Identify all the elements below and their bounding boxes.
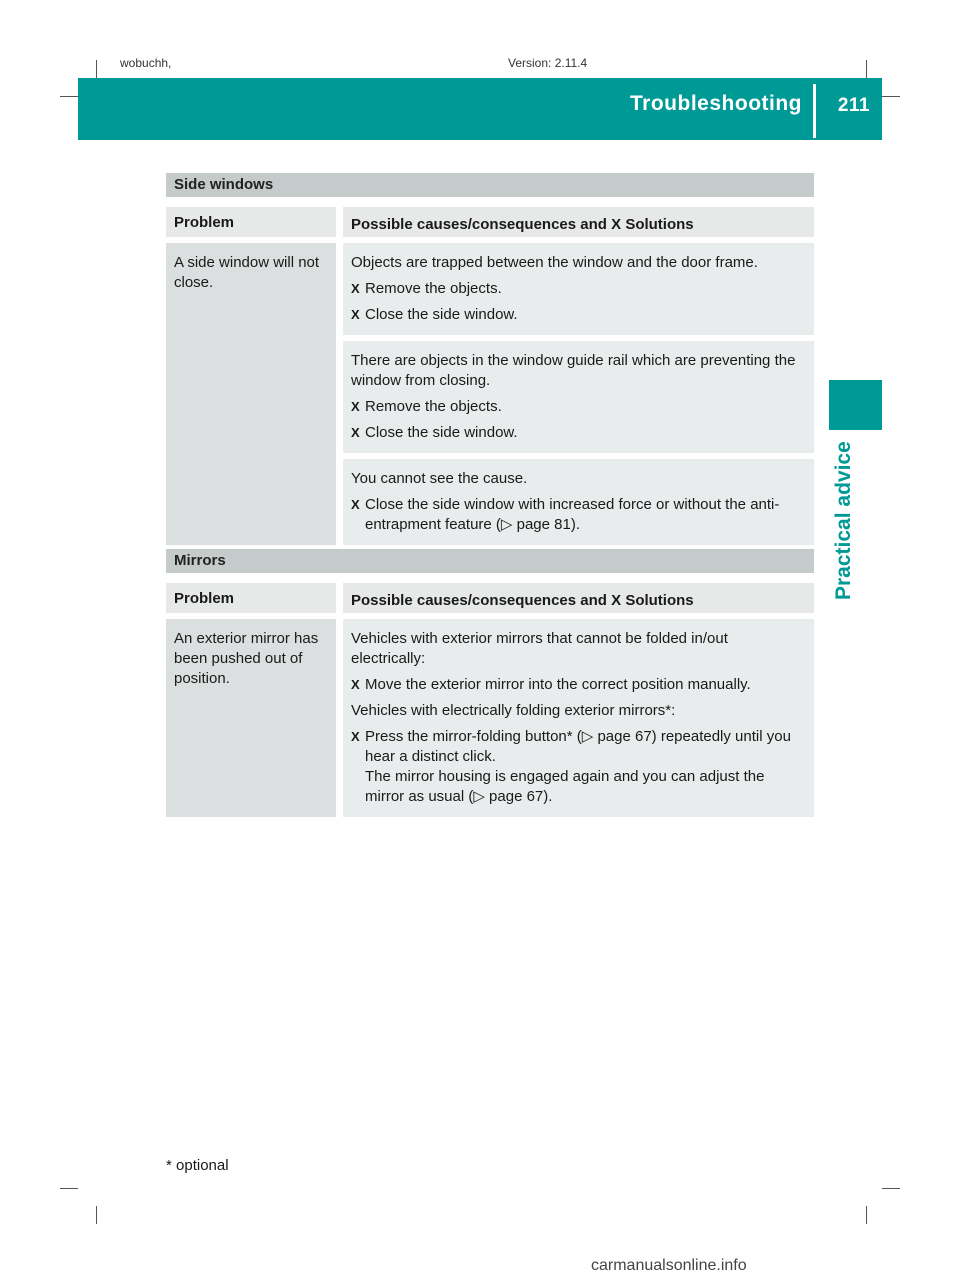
action-arrow-icon: X [351,425,360,440]
crop-mark [96,1206,97,1224]
table-row [166,243,814,545]
crop-mark [882,1188,900,1189]
action-step [351,423,806,443]
action-step [351,727,806,807]
print-meta-right: Version: 2.11.4 [508,56,588,70]
column-header-solutions [343,583,814,613]
action-arrow-icon: X [611,592,622,609]
watermark: carmanualsonline.info [591,1257,747,1274]
action-step [351,397,806,417]
action-arrow-icon: X [351,729,360,744]
cause-cell [343,243,814,335]
crop-mark [60,96,78,97]
column-header-solutions [343,207,814,237]
cause-cell [343,619,814,817]
table-header-row [166,583,814,613]
table-title: Mirrors [166,549,814,573]
crop-mark [60,1188,78,1189]
column-header-problem: Problem [166,583,336,613]
page-title: Troubleshooting [630,92,802,115]
step-text: Remove the objects. [365,280,502,297]
cause-text: Objects are trapped between the window and the door frame. [351,254,758,271]
problem-cell: An exterior mirror has been pushed out of position. [166,619,336,817]
action-arrow-icon: X [351,497,360,512]
action-arrow-icon: X [351,307,360,322]
action-step [351,675,806,695]
step-text: Press the mirror-folding button* (▷ page 67) repeatedly until you hear a distinct click. [365,728,791,765]
step-text: Close the side window. [365,306,518,323]
crop-mark [866,1206,867,1224]
mirrors-table [166,549,814,817]
column-header-problem: Problem [166,207,336,237]
print-meta-left: wobuchh, [120,56,172,70]
cause-cell [343,341,814,453]
step-text: Close the side window. [365,424,518,441]
header-text: Possible causes/consequences and [351,592,607,609]
step-text: Remove the objects. [365,398,502,415]
table-row [166,619,814,817]
action-arrow-icon: X [351,281,360,296]
step-text: Move the exterior mirror into the correct position manually. [365,676,751,693]
crop-mark [882,96,900,97]
step-result-text: The mirror housing is engaged again and you can adjust the mirror as usual (▷ page 67). [365,768,765,805]
page-number: 211 [837,95,870,116]
cause-text: You cannot see the cause. [351,470,528,487]
step-text: Close the side window with increased force or without the anti-entrapment feature (▷ page 81). [365,496,780,533]
action-step [351,279,806,299]
side-windows-table [166,173,814,545]
footnote: * optional [166,1157,229,1174]
action-arrow-icon: X [351,677,360,692]
action-arrow-icon: X [351,399,360,414]
cause-text: Vehicles with electrically folding exterior mirrors*: [351,702,676,719]
header-text: Solutions [625,216,694,233]
action-step [351,305,806,325]
crop-mark [866,60,867,78]
header-divider [813,84,816,138]
header-text: Solutions [625,592,694,609]
cause-text: There are objects in the window guide rail which are preventing the window from closing. [351,352,796,389]
action-step [351,495,806,535]
table-title: Side windows [166,173,814,197]
page-header [78,78,882,140]
cause-text: Vehicles with exterior mirrors that cannot be folded in/out electrically: [351,630,728,667]
cause-cell [343,459,814,545]
problem-cell: A side window will not close. [166,243,336,545]
table-header-row [166,207,814,237]
crop-mark [96,60,97,78]
action-arrow-icon: X [611,216,622,233]
header-text: Possible causes/consequences and [351,216,607,233]
section-label: Practical advice [832,441,855,600]
